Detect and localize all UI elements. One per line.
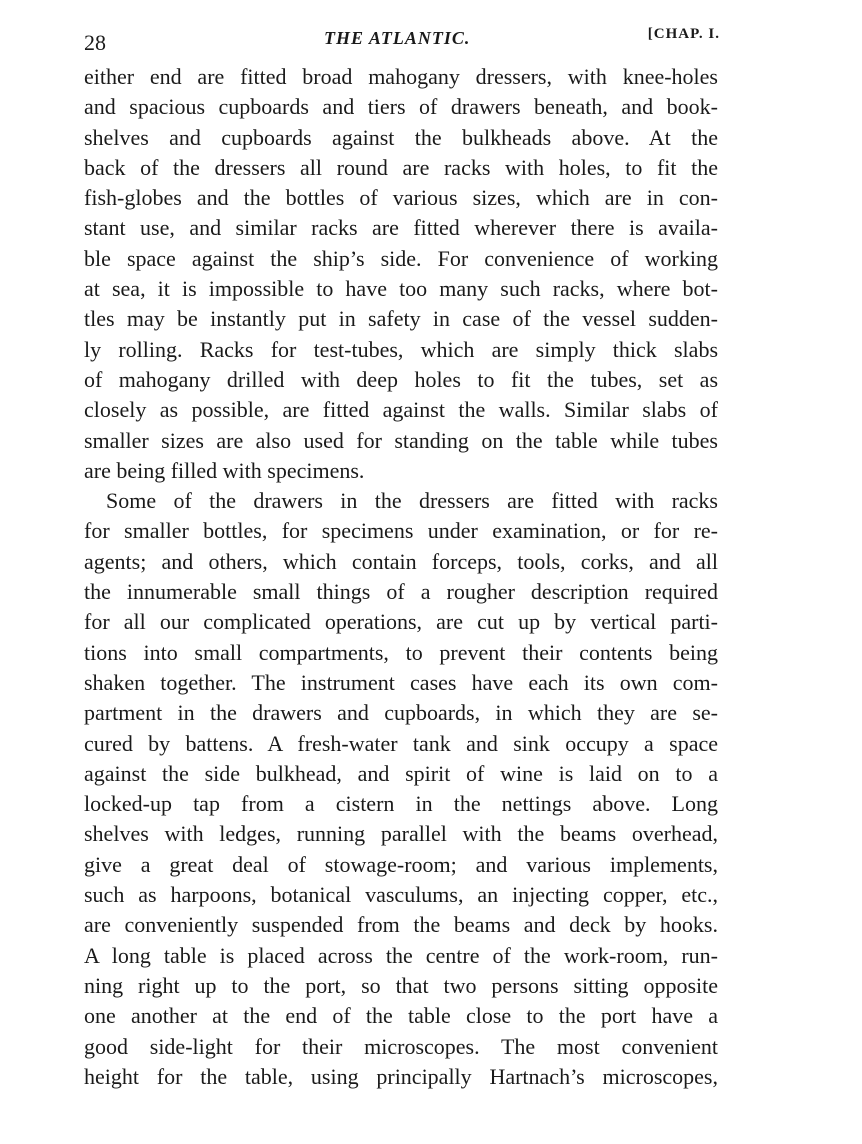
text-line: for smaller bottles, for specimens under examination, or for re- [84, 518, 718, 544]
text-line: either end are fitted broad mahogany dressers, with knee-holes [84, 64, 718, 89]
paragraph-continuation [84, 62, 718, 486]
text-line: Some of the drawers in the dressers are fitted with racks [106, 488, 718, 514]
text-line: ning right up to the port, so that two persons sitting opposite [84, 972, 718, 998]
chapter-mark: [CHAP. I. [647, 26, 720, 42]
text-line: and spacious cupboards and tiers of drawers beneath, and book- [84, 94, 718, 120]
text-line: are conveniently suspended from the beams and deck by hooks. [84, 912, 718, 938]
text-line: height for the table, using principally Hartnach’s microscopes, [84, 1063, 718, 1089]
text-line: tions into small compartments, to prevent their contents being [84, 639, 718, 665]
text-line: locked-up tap from a cistern in the nettings above. Long [84, 791, 718, 817]
text-line: shelves and cupboards against the bulkheads above. At the [84, 124, 718, 150]
text-line: A long table is placed across the centre of the work-room, run- [84, 942, 718, 968]
text-line: for all our complicated operations, are cut up by vertical parti- [84, 609, 718, 635]
text-line: such as harpoons, botanical vasculums, an injecting copper, etc., [84, 882, 718, 908]
paragraph-drawers [84, 486, 718, 1092]
text-line: against the side bulkhead, and spirit of wine is laid on to a [84, 760, 718, 786]
text-line: stant use, and similar racks are fitted wherever there is availa- [84, 215, 718, 241]
text-line: cured by battens. A fresh-water tank and sink occupy a space [84, 730, 718, 756]
text-line: smaller sizes are also used for standing on the table while tubes [84, 427, 718, 453]
text-line: at sea, it is impossible to have too many such racks, where bot- [84, 276, 718, 302]
text-line: give a great deal of stowage-room; and various implements, [84, 851, 718, 877]
body-text [84, 62, 718, 1092]
running-head [84, 24, 720, 56]
text-line: good side-light for their microscopes. The most convenient [84, 1033, 718, 1059]
text-line: are being filled with specimens. [84, 457, 365, 483]
text-line: ly rolling. Racks for test-tubes, which are simply thick slabs [84, 336, 718, 362]
page-number: 28 [84, 30, 106, 55]
text-line: ble space against the ship’s side. For convenience of working [84, 245, 718, 271]
text-line: partment in the drawers and cupboards, in which they are se- [84, 700, 718, 726]
text-line: closely as possible, are fitted against the walls. Similar slabs of [84, 397, 718, 423]
text-line: shelves with ledges, running parallel with the beams overhead, [84, 821, 718, 847]
text-line: one another at the end of the table close to the port have a [84, 1003, 718, 1029]
text-line: shaken together. The instrument cases have each its own com- [84, 669, 718, 695]
text-line: the innumerable small things of a rougher description required [84, 579, 718, 605]
text-line: agents; and others, which contain forceps, tools, corks, and all [84, 548, 718, 574]
running-title: THE ATLANTIC. [324, 28, 471, 48]
text-line: fish-globes and the bottles of various sizes, which are in con- [84, 185, 718, 211]
text-line: back of the dressers all round are racks with holes, to fit the [84, 154, 718, 180]
text-line: of mahogany drilled with deep holes to fit the tubes, set as [84, 366, 718, 392]
text-line: tles may be instantly put in safety in case of the vessel sudden- [84, 306, 718, 332]
